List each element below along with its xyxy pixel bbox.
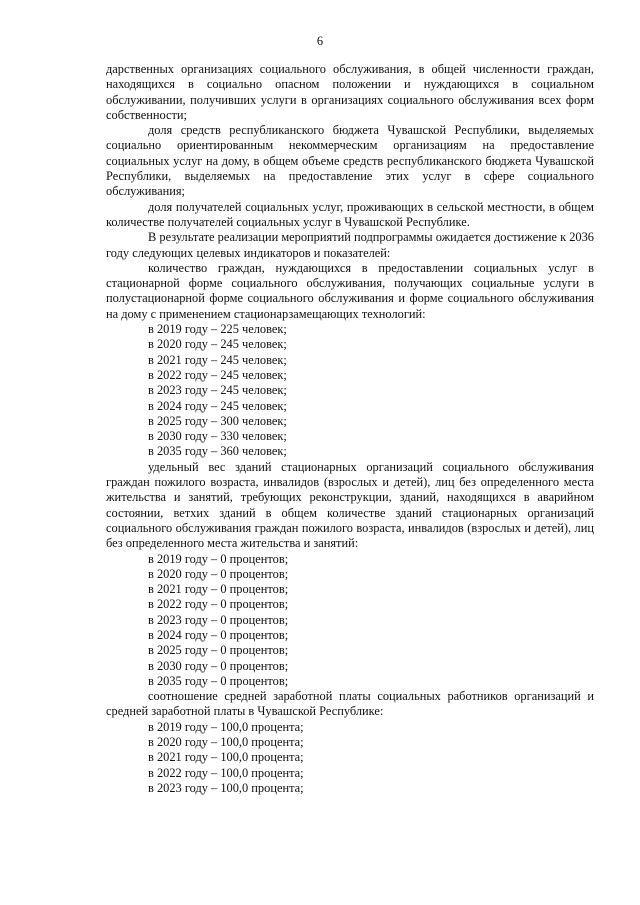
paragraph-expected-results: В результате реализации мероприятий подпрограммы ожидается достижение к 2036 году следующих целевых индикаторов и показателей:: [106, 230, 594, 260]
list-item: в 2021 году – 245 человек;: [148, 352, 287, 367]
list-item: в 2023 году – 245 человек;: [148, 383, 287, 398]
list-item: в 2023 году – 100,0 процента;: [148, 780, 304, 795]
list-item: в 2019 году – 225 человек;: [148, 322, 287, 337]
paragraph-buildings-share: удельный вес зданий стационарных организаций социального обслуживания граждан пожилого возраста, инвалидов (взрослых и детей), лиц без определенного места жительства и занятий, требующих реконструкции, зданий, находящихся в аварийном состоянии, ветхих зданий в общем количестве зданий стационарных организаций социального обслуживания граждан пожилого возраста, инвалидов (взрослых и детей), лиц без определенного места жительства и занятий:: [106, 459, 594, 551]
list-item: в 2019 году – 0 процентов;: [148, 551, 289, 566]
list-item: в 2023 году – 0 процентов;: [148, 612, 289, 627]
list-item: в 2025 году – 0 процентов;: [148, 643, 289, 658]
list-item: в 2025 году – 300 человек;: [148, 413, 287, 428]
list-item: в 2020 году – 245 человек;: [148, 337, 287, 352]
paragraph-salary-ratio: соотношение средней заработной платы социальных работников организаций и средней заработной платы в Чувашской Республике:: [106, 689, 594, 719]
list-item: в 2024 году – 245 человек;: [148, 398, 287, 413]
list-item: в 2021 году – 100,0 процента;: [148, 750, 304, 765]
list-item: в 2020 году – 0 процентов;: [148, 566, 289, 581]
list-item: в 2022 году – 100,0 процента;: [148, 765, 304, 780]
list-citizens-by-year: [106, 322, 594, 460]
list-salary-by-year: [106, 720, 594, 796]
list-item: в 2035 году – 0 процентов;: [148, 673, 289, 688]
list-item: в 2021 году – 0 процентов;: [148, 582, 289, 597]
paragraph-rural-share: доля получателей социальных услуг, проживающих в сельской местности, в общем количестве получателей социальных услуг в Чувашской Республике.: [106, 199, 594, 229]
list-item: в 2022 году – 245 человек;: [148, 367, 287, 382]
list-item: в 2022 году – 0 процентов;: [148, 597, 289, 612]
list-buildings-by-year: [106, 552, 594, 690]
page-number: 6: [316, 34, 324, 48]
paragraph-citizens-count: количество граждан, нуждающихся в предоставлении социальных услуг в стационарной форме социального обслуживания, получающих социальные услуги в полустационарной форме социального обслуживания и форме социального обслуживания на дому с применением стационарзамещающих технологий:: [106, 260, 594, 321]
list-item: в 2035 году – 360 человек;: [148, 444, 287, 459]
list-item: в 2030 году – 0 процентов;: [148, 658, 289, 673]
list-item: в 2024 году – 0 процентов;: [148, 627, 289, 642]
list-item: в 2030 году – 330 человек;: [148, 429, 287, 444]
list-item: в 2020 году – 100,0 процента;: [148, 735, 304, 750]
paragraph-continued-share: дарственных организациях социального обслуживания, в общей численности граждан, находящихся в социально опасном положении и нуждающихся в социальном обслуживании, получивших услуги в организациях социального обслуживания всех форм собственности;: [106, 62, 594, 122]
paragraph-budget-share: доля средств республиканского бюджета Чувашской Республики, выделяемых социально ориентированным некоммерческим организациям на предоставление социальных услуг на дому, в общем объеме средств республиканского бюджета Чувашской Республики, выделяемых на предоставление этих услуг в сфере социального обслуживания;: [106, 123, 594, 199]
page-body: [106, 62, 594, 796]
list-item: в 2019 году – 100,0 процента;: [148, 719, 304, 734]
